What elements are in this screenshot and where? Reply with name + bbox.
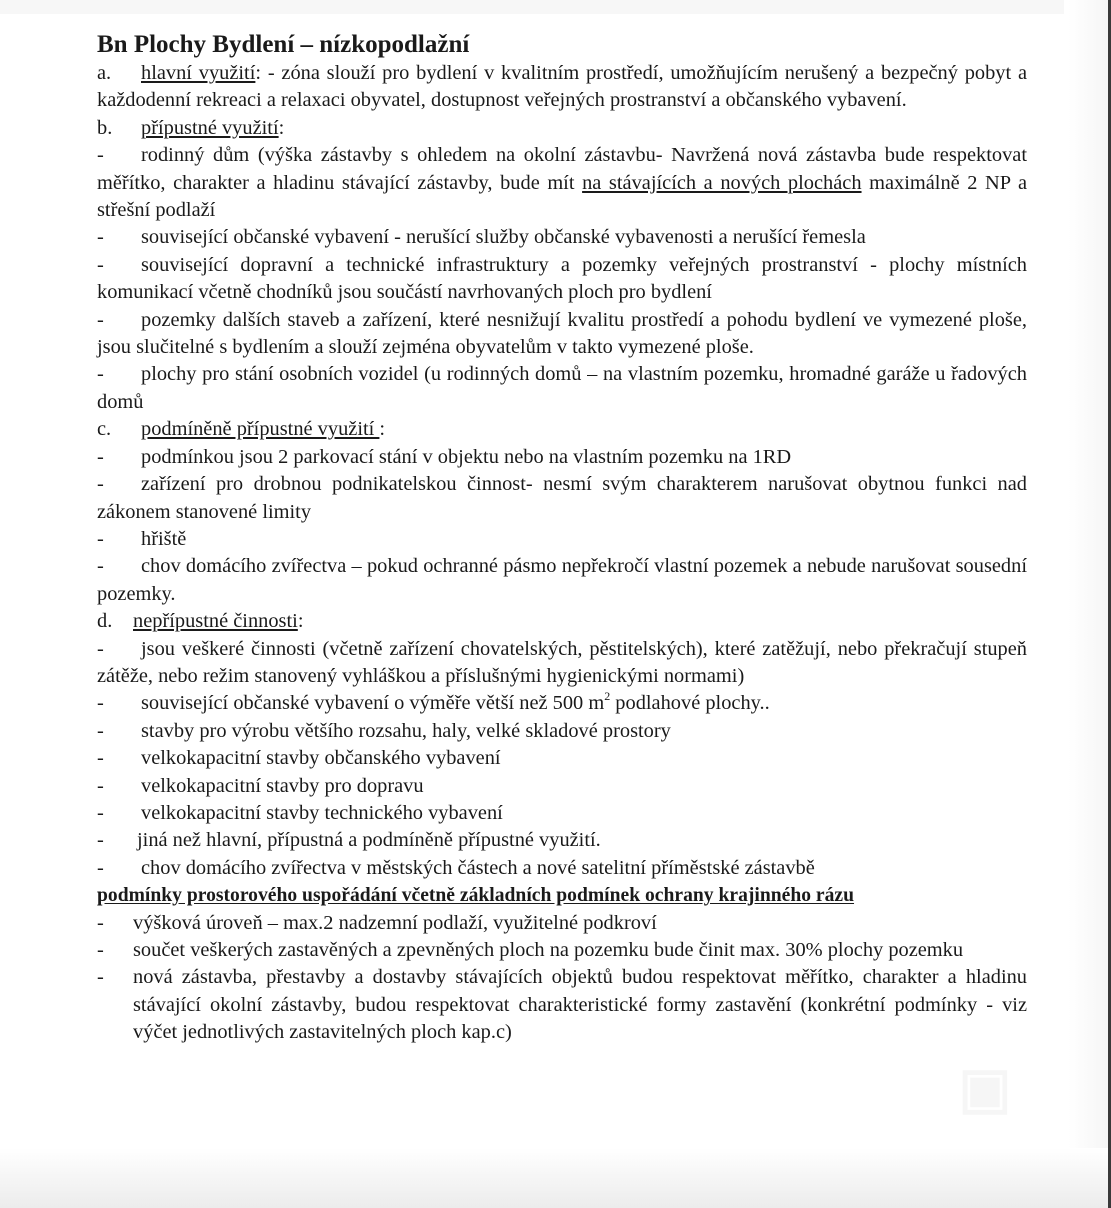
section-heading-suffix: : [297,610,304,633]
item-text: jsou veškeré činnosti (včetně zařízení chovatelských, pěstitelských), které zatěžují, nebo překračují stupeň zátěže, nebo režim stanovený vyhláškou a příslušnými hygienickými normami) [97,637,1027,687]
item-text: výšková úroveň – max.2 nadzemní podlaží, využitelné podkroví [133,911,657,934]
item-text: rodinný dům (výška zástavby s ohledem na okolní zástavbu- Navržená nová zástavba bude respektovat měřítko, charakter a hladinu stávající zástavby, bude mít [97,144,1027,194]
item-text: maximálně 2 NP a střešní podlaží [97,171,1027,222]
section-b [97,115,1027,142]
item-text: hřiště [141,527,187,550]
dash-marker: - [97,363,104,386]
dash-marker: - [97,226,104,249]
list-item [97,361,1027,416]
list-item [97,855,1027,882]
dash-marker: - [97,829,104,852]
section-heading: hlavní využití [141,62,256,84]
item-text: související dopravní a technické infrastruktury a pozemky veřejných prostranství - plochy místních komunikací včetně chodníků jsou součástí navrhovaných ploch pro bydlení [97,253,1027,304]
section-marker: a. [97,62,112,84]
item-text: velkokapacitní stavby pro dopravu [141,774,424,797]
item-underlined-text: na stávajících a nových plochách [582,171,862,194]
section-heading: podmíněně přípustné využití [141,418,380,441]
dash-marker: - [97,747,104,770]
item-text: velkokapacitní stavby technického vybavení [141,801,503,824]
page-top-edge [0,0,1064,14]
list-item [97,526,1027,553]
section-a [97,60,1027,115]
superscript: 2 [604,689,611,704]
conditions-heading: podmínky prostorového uspořádání včetně základních podmínek ochrany krajinného rázu [97,885,855,907]
page-right-gutter [1068,0,1108,1208]
page-bottom-edge [0,1148,1108,1208]
list-item [97,471,1027,526]
list-item [97,444,1027,471]
list-item [97,718,1027,745]
item-text: související občanské vybavení - nerušící služby občanské vybavenosti a nerušící řemesla [141,226,866,249]
item-text: jiná než hlavní, přípustná a podmíněně přípustné využití. [137,829,601,852]
dash-marker: - [97,856,104,879]
list-item [97,964,1027,1046]
dash-marker: - [97,637,104,660]
dash-marker: - [97,774,104,797]
item-text: podlahové plochy.. [610,692,770,715]
item-text: zařízení pro drobnou podnikatelskou činnost- nesmí svým charakterem narušovat obytnou funkci nad zákonem stanovené limity [97,473,1027,523]
dash-marker: - [97,473,104,496]
list-item [97,307,1027,362]
dash-marker: - [97,801,104,824]
item-text: související občanské vybavení o výměře větší než 500 m [141,692,605,715]
item-text: nová zástavba, přestavby a dostavby stávajících objektů budou respektovat měřítko, charakter a hladinu stávající okolní zástavby, budou respektovat charakteristické formy zastavění (konkrétní podmínky - viz výčet jednotlivých zastavitelných ploch kap.c) [133,966,1027,1044]
list-item [97,553,1027,608]
list-item [97,252,1027,307]
dash-marker: - [97,527,104,550]
list-item [97,800,1027,827]
list-item [97,636,1027,691]
section-c [97,416,1027,443]
dash-marker: - [97,966,104,989]
item-text: podmínkou jsou 2 parkovací stání v objektu nebo na vlastním pozemku na 1RD [141,445,792,468]
dash-marker: - [97,911,104,934]
document-page [97,30,1027,1047]
item-text: součet veškerých zastavěných a zpevněných ploch na pozemku bude činit max. 30% plochy pozemku [133,939,964,961]
section-heading-suffix: : [379,418,386,441]
section-heading: přípustné využití [141,116,279,139]
item-text: plochy pro stání osobních vozidel (u rodinných domů – na vlastním pozemku, hromadné garáže u řadových domů [97,363,1027,413]
dash-marker: - [97,445,104,468]
section-marker: d. [97,610,113,633]
item-text: chov domácího zvířectva v městských částech a nové satelitní příměstské zástavbě [141,856,815,879]
section-text: : - zóna slouží pro bydlení v kvalitním prostředí, umožňujícím nerušený a bezpečný pobyt a každodenní rekreaci a relaxaci obyvatel, dostupnost veřejných prostranství a občanského vybavení. [97,62,1027,112]
list-item [97,745,1027,772]
dash-marker: - [97,692,104,715]
list-item [97,224,1027,251]
list-item [97,690,1027,717]
page-title: Bn Plochy Bydlení – nízkopodlažní [97,31,470,58]
item-text: pozemky dalších staveb a zařízení, které nesnižují kvalitu prostředí a pohodu bydlení ve vymezené ploše, jsou slučitelné s bydlením a slouží zejména obyvatelům v takto vymezené ploše. [97,308,1027,359]
list-item [97,773,1027,800]
section-d [97,608,1027,635]
dash-marker: - [97,555,104,578]
section-heading: nepřípustné činnosti [133,610,298,633]
dash-marker: - [97,253,104,276]
item-text: stavby pro výrobu většího rozsahu, haly, velké skladové prostory [141,719,671,742]
item-text: velkokapacitní stavby občanského vybavení [141,747,501,770]
dash-marker: - [97,939,104,961]
list-item [97,910,1027,937]
dash-marker: - [97,719,104,742]
list-item [97,142,1027,224]
dash-marker: - [97,308,104,331]
section-heading-suffix: : [278,116,285,139]
list-item [97,937,1027,964]
dash-marker: - [97,144,104,167]
section-marker: b. [97,116,113,139]
list-item [97,827,1027,854]
section-marker: c. [97,418,112,441]
item-text: chov domácího zvířectva – pokud ochranné pásmo nepřekročí vlastní pozemek a nebude narušovat sousední pozemky. [97,555,1027,605]
